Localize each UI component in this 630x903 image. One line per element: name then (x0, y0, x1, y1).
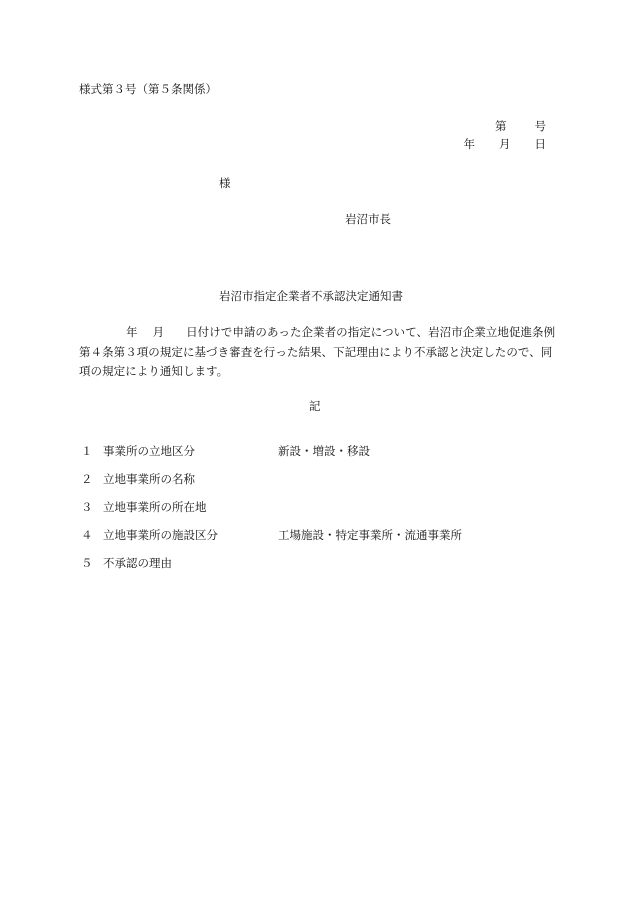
list-item (81, 528, 218, 542)
item-label: 立地事業所の所在地 (103, 500, 207, 514)
list-item (81, 472, 195, 486)
item-label: 事業所の立地区分 (103, 444, 195, 458)
item-label: 不承認の理由 (103, 556, 172, 570)
body-month: 月 (152, 325, 165, 339)
form-label: 様式第３号（第５条関係） (79, 82, 217, 96)
body-year: 年 (126, 325, 138, 339)
ki-heading: 記 (309, 399, 321, 413)
body-text: 日付けで申請のあった企業者の指定について、岩沼市企業立地促進条例第４条第３項の規定に基づき審査を行った結果、下記理由により不承認と決定したので、同項の規定により通知します。 (79, 325, 556, 378)
body-paragraph (79, 323, 559, 382)
item-label: 立地事業所の施設区分 (103, 528, 218, 542)
list-item (81, 556, 172, 570)
item-number: ４ (81, 528, 93, 542)
number-dai: 第 (495, 119, 507, 133)
date-line (464, 137, 547, 151)
date-year: 年 (463, 137, 475, 151)
issuer: 岩沼市長 (345, 212, 391, 226)
list-item (81, 500, 207, 514)
item-number: １ (81, 444, 93, 458)
item-value: 工場施設・特定事業所・流通事業所 (278, 528, 462, 542)
item-label: 立地事業所の名称 (103, 472, 195, 486)
item-number: ５ (81, 556, 93, 570)
item-number: ２ (81, 472, 93, 486)
number-go: 号 (534, 119, 546, 133)
document-number-line (495, 119, 546, 133)
document-title: 岩沼市指定企業者不承認決定通知書 (219, 289, 403, 303)
list-item (81, 444, 195, 458)
item-number: ３ (81, 500, 93, 514)
item-value: 新設・増設・移設 (278, 444, 370, 458)
addressee-suffix: 様 (219, 176, 231, 190)
date-day: 日 (534, 137, 546, 151)
date-month: 月 (499, 137, 511, 151)
